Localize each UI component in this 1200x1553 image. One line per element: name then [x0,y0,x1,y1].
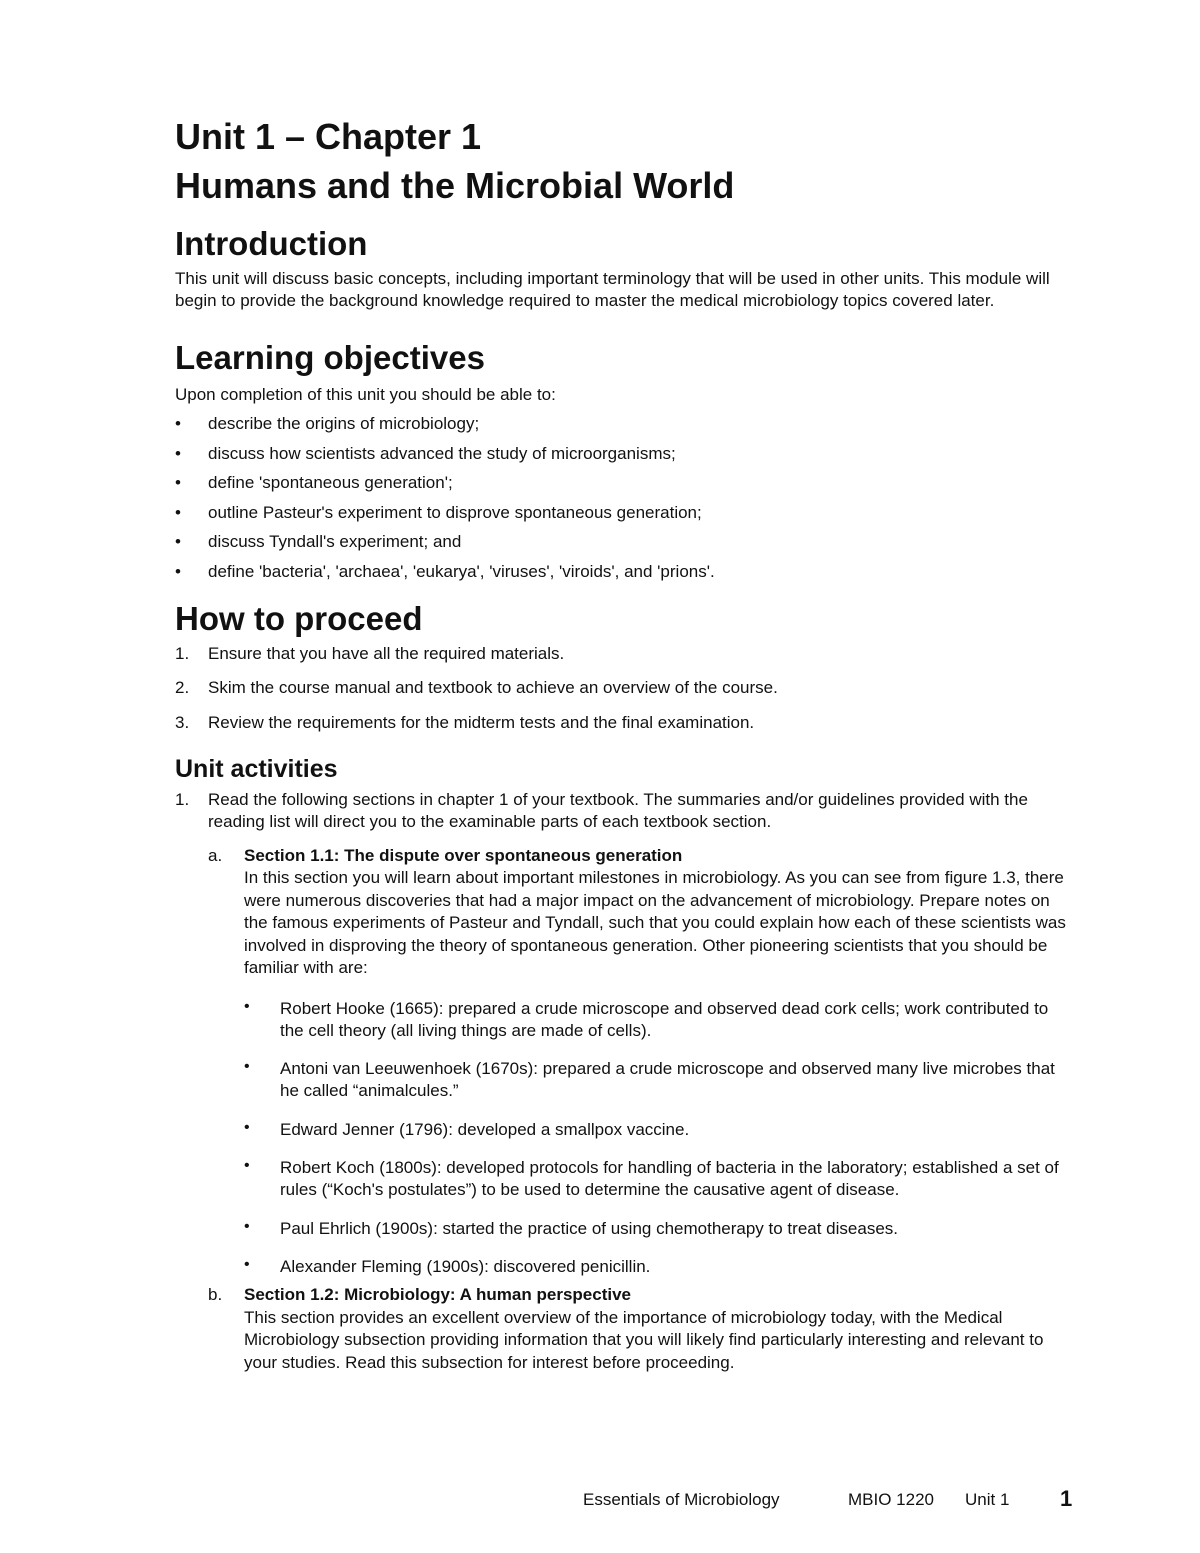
footer-page-number: 1 [1060,1486,1073,1511]
how-to-proceed-heading: How to proceed [175,599,423,637]
bullet-icon: • [244,1118,250,1136]
activity-subitem-a [208,845,1075,1279]
subitem-text: In this section you will learn about important milestones in microbiology. As you can see from figure 1.3, there were numerous discoveries that had a major impact on the advancement of microbiology. Prepare notes on the famous experiments of Pasteur and Tyndall, such that you could explain how each of these scientists was involved in disproving the theory of spontaneous generation. Other pioneering scientists that you should be familiar with are: [244,868,1066,978]
bullet-icon: • [175,561,181,581]
bullet-icon: • [244,1157,250,1175]
item-text: Skim the course manual and textbook to achieve an overview of the course. [208,678,778,698]
scientist-item [244,1157,1075,1201]
page-content [175,112,1075,1374]
objective-text: outline Pasteur's experiment to disprove spontaneous generation; [208,502,702,522]
item-number: 1. [175,789,190,809]
objective-item [175,502,1075,524]
objective-text: discuss Tyndall's experiment; and [208,532,462,552]
scientist-item [244,998,1075,1042]
objective-text: describe the origins of microbiology; [208,414,480,433]
objectives-list [175,413,1075,583]
bullet-icon: • [244,1058,250,1076]
item-number: 2. [175,678,190,698]
footer-unit: Unit 1 [965,1490,1010,1509]
page-footer [0,1486,1200,1516]
proceed-list [175,643,1075,734]
proceed-item [175,643,1075,665]
scientist-item [244,1256,1075,1278]
page-title-line1: Unit 1 – Chapter 1 [175,116,482,157]
bullet-icon: • [244,1217,250,1235]
item-text: Ensure that you have all the required materials. [208,643,565,663]
page-title-line2: Humans and the Microbial World [175,165,735,206]
subitem-label: b. [208,1285,223,1305]
scientists-list [244,998,1075,1279]
objective-item [175,413,1075,435]
scientist-item [244,1119,1075,1141]
objective-item [175,531,1075,553]
scientist-text: Alexander Fleming (1900s): discovered penicillin. [280,1257,651,1277]
scientist-item [244,1058,1075,1102]
bullet-icon: • [175,502,181,522]
scientist-text: Paul Ehrlich (1900s): started the practice of using chemotherapy to treat diseases. [280,1218,898,1238]
activity-text: Read the following sections in chapter 1 of your textbook. The summaries and/or guidelines provided with the reading list will direct you to the examinable parts of each textbook section. [208,789,1028,831]
introduction-heading: Introduction [175,225,368,262]
item-number: 1. [175,643,190,663]
unit-activities-heading: Unit activities [175,754,338,783]
scientist-text: Antoni van Leeuwenhoek (1670s): prepared a crude microscope and observed many live microbes that he called “animalcules.” [280,1059,1055,1101]
objectives-lead: Upon completion of this unit you should be able to: [175,385,556,404]
subitem-text: This section provides an excellent overview of the importance of microbiology today, with the Medical Microbiology subsection providing information that you will likely find particularly interesting and relevant to your studies. Read this subsection for interest before proceeding. [244,1307,1044,1372]
objective-item [175,561,1075,583]
footer-course-name: Essentials of Microbiology [583,1490,780,1509]
item-number: 3. [175,712,190,732]
objective-item [175,472,1075,494]
scientist-item [244,1218,1075,1240]
bullet-icon: • [175,473,181,493]
bullet-icon: • [244,997,250,1015]
subitem-heading: Section 1.1: The dispute over spontaneous generation [244,845,683,865]
scientist-text: Robert Koch (1800s): developed protocols for handling of bacteria in the laboratory; established a set of rules (“Koch's postulates”) to be used to determine the causative agent of disease. [280,1158,1059,1200]
objective-item [175,443,1075,465]
proceed-item [175,712,1075,734]
introduction-text: This unit will discuss basic concepts, including important terminology that will be used in other units. This module will begin to provide the background knowledge required to master the medical microbiology topics covered later. [175,269,1050,310]
scientist-text: Robert Hooke (1665): prepared a crude microscope and observed dead cork cells; work contributed to the cell theory (all living things are made of cells). [280,998,1049,1040]
subitem-heading: Section 1.2: Microbiology: A human perspective [244,1285,631,1305]
proceed-item [175,677,1075,699]
objective-text: define 'bacteria', 'archaea', 'eukarya', 'viruses', 'viroids', and 'prions'. [208,561,715,581]
scientist-text: Edward Jenner (1796): developed a smallpox vaccine. [280,1119,690,1139]
activity-subitem-b [208,1284,1075,1374]
footer-course-code: MBIO 1220 [848,1490,934,1509]
subitem-label: a. [208,845,223,865]
learning-objectives-heading: Learning objectives [175,339,485,376]
bullet-icon: • [175,532,181,552]
objective-text: define 'spontaneous generation'; [208,473,453,493]
bullet-icon: • [175,414,181,433]
activity-item-1 [175,789,1075,1375]
objective-text: discuss how scientists advanced the study of microorganisms; [208,443,676,463]
bullet-icon: • [175,443,181,463]
item-text: Review the requirements for the midterm tests and the final examination. [208,712,755,732]
bullet-icon: • [244,1256,250,1274]
